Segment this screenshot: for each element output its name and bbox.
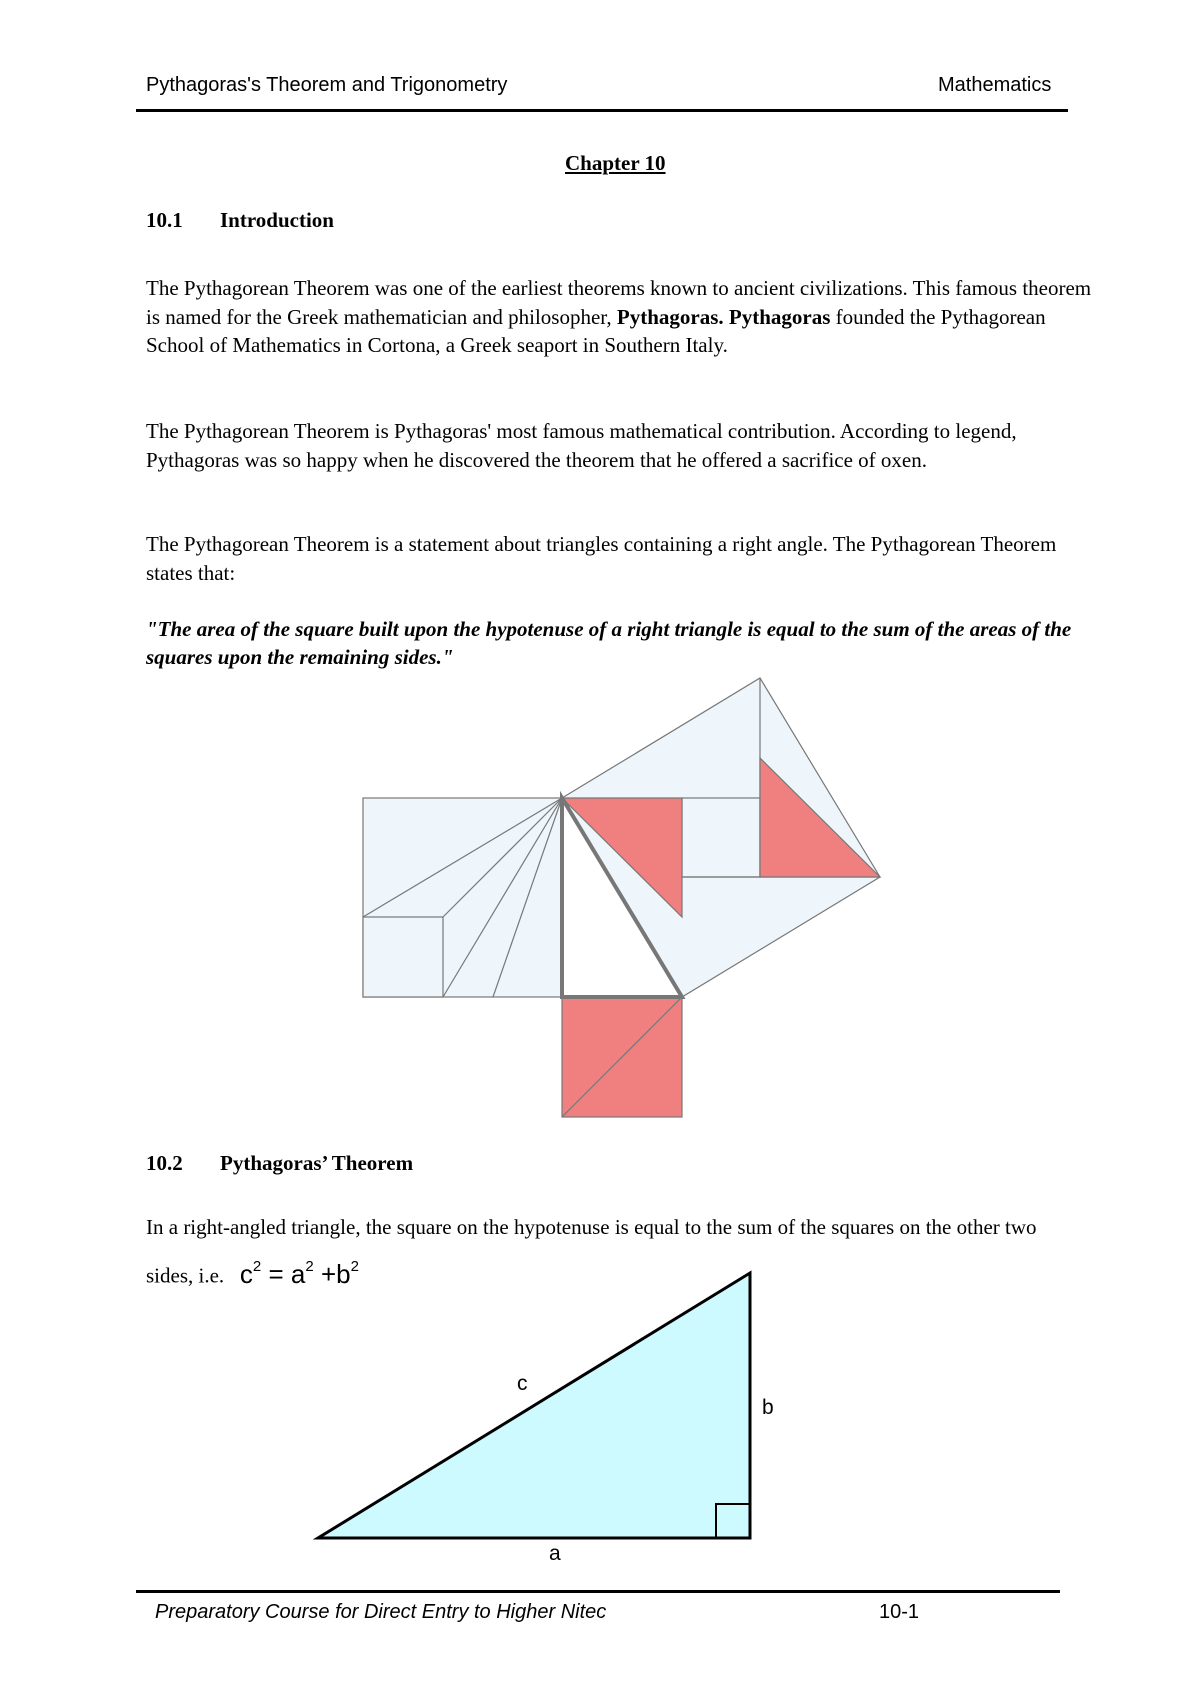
section-number: 10.2	[146, 1151, 183, 1175]
formula: $c^2 = a^2 +b^2$	[239, 1258, 359, 1289]
intro-paragraph-1: The Pythagorean Theorem was one of the earliest theorems known to ancient civilizations. This famous theorem is named for the Greek mathematician and philosopher, Pythagoras. Pythagoras founded the Pythagorean School of Mathematics in Cortona, a Greek seaport in Southern Italy.	[146, 276, 1092, 357]
chapter-title: Chapter 10	[565, 151, 666, 175]
intro-paragraph-3: The Pythagorean Theorem is a statement about triangles containing a right angle. The Pythagorean Theorem states that:	[146, 532, 1057, 585]
label-a: a	[549, 1542, 561, 1565]
section-title: Pythagoras’ Theorem	[220, 1151, 414, 1175]
section-title: Introduction	[220, 208, 334, 232]
theorem-quote: "The area of the square built upon the hypotenuse of a right triangle is equal to the sum of the areas of the squares upon the remaining sides."	[146, 617, 1072, 669]
label-b: b	[762, 1396, 774, 1419]
footer-rule	[136, 1590, 1060, 1593]
header-subject: Mathematics	[938, 74, 1052, 96]
page-number: 10-1	[879, 1601, 920, 1623]
section-number: 10.1	[146, 208, 183, 232]
header-title: Pythagoras's Theorem and Trigonometry	[146, 74, 508, 96]
footer-course: Preparatory Course for Direct Entry to Higher Nitec	[155, 1601, 607, 1623]
label-c: c	[517, 1372, 528, 1395]
theorem-statement: In a right-angled triangle, the square on the hypotenuse is equal to the sum of the squares on the other two sides, i.e. $c^2 = a^2 +b^2$	[146, 1215, 1037, 1289]
intro-paragraph-2: The Pythagorean Theorem is Pythagoras' most famous mathematical contribution. According to legend, Pythagoras was so happy when he discovered the theorem that he offered a sacrifice of oxen.	[146, 419, 1017, 472]
right-triangle	[318, 1273, 750, 1538]
